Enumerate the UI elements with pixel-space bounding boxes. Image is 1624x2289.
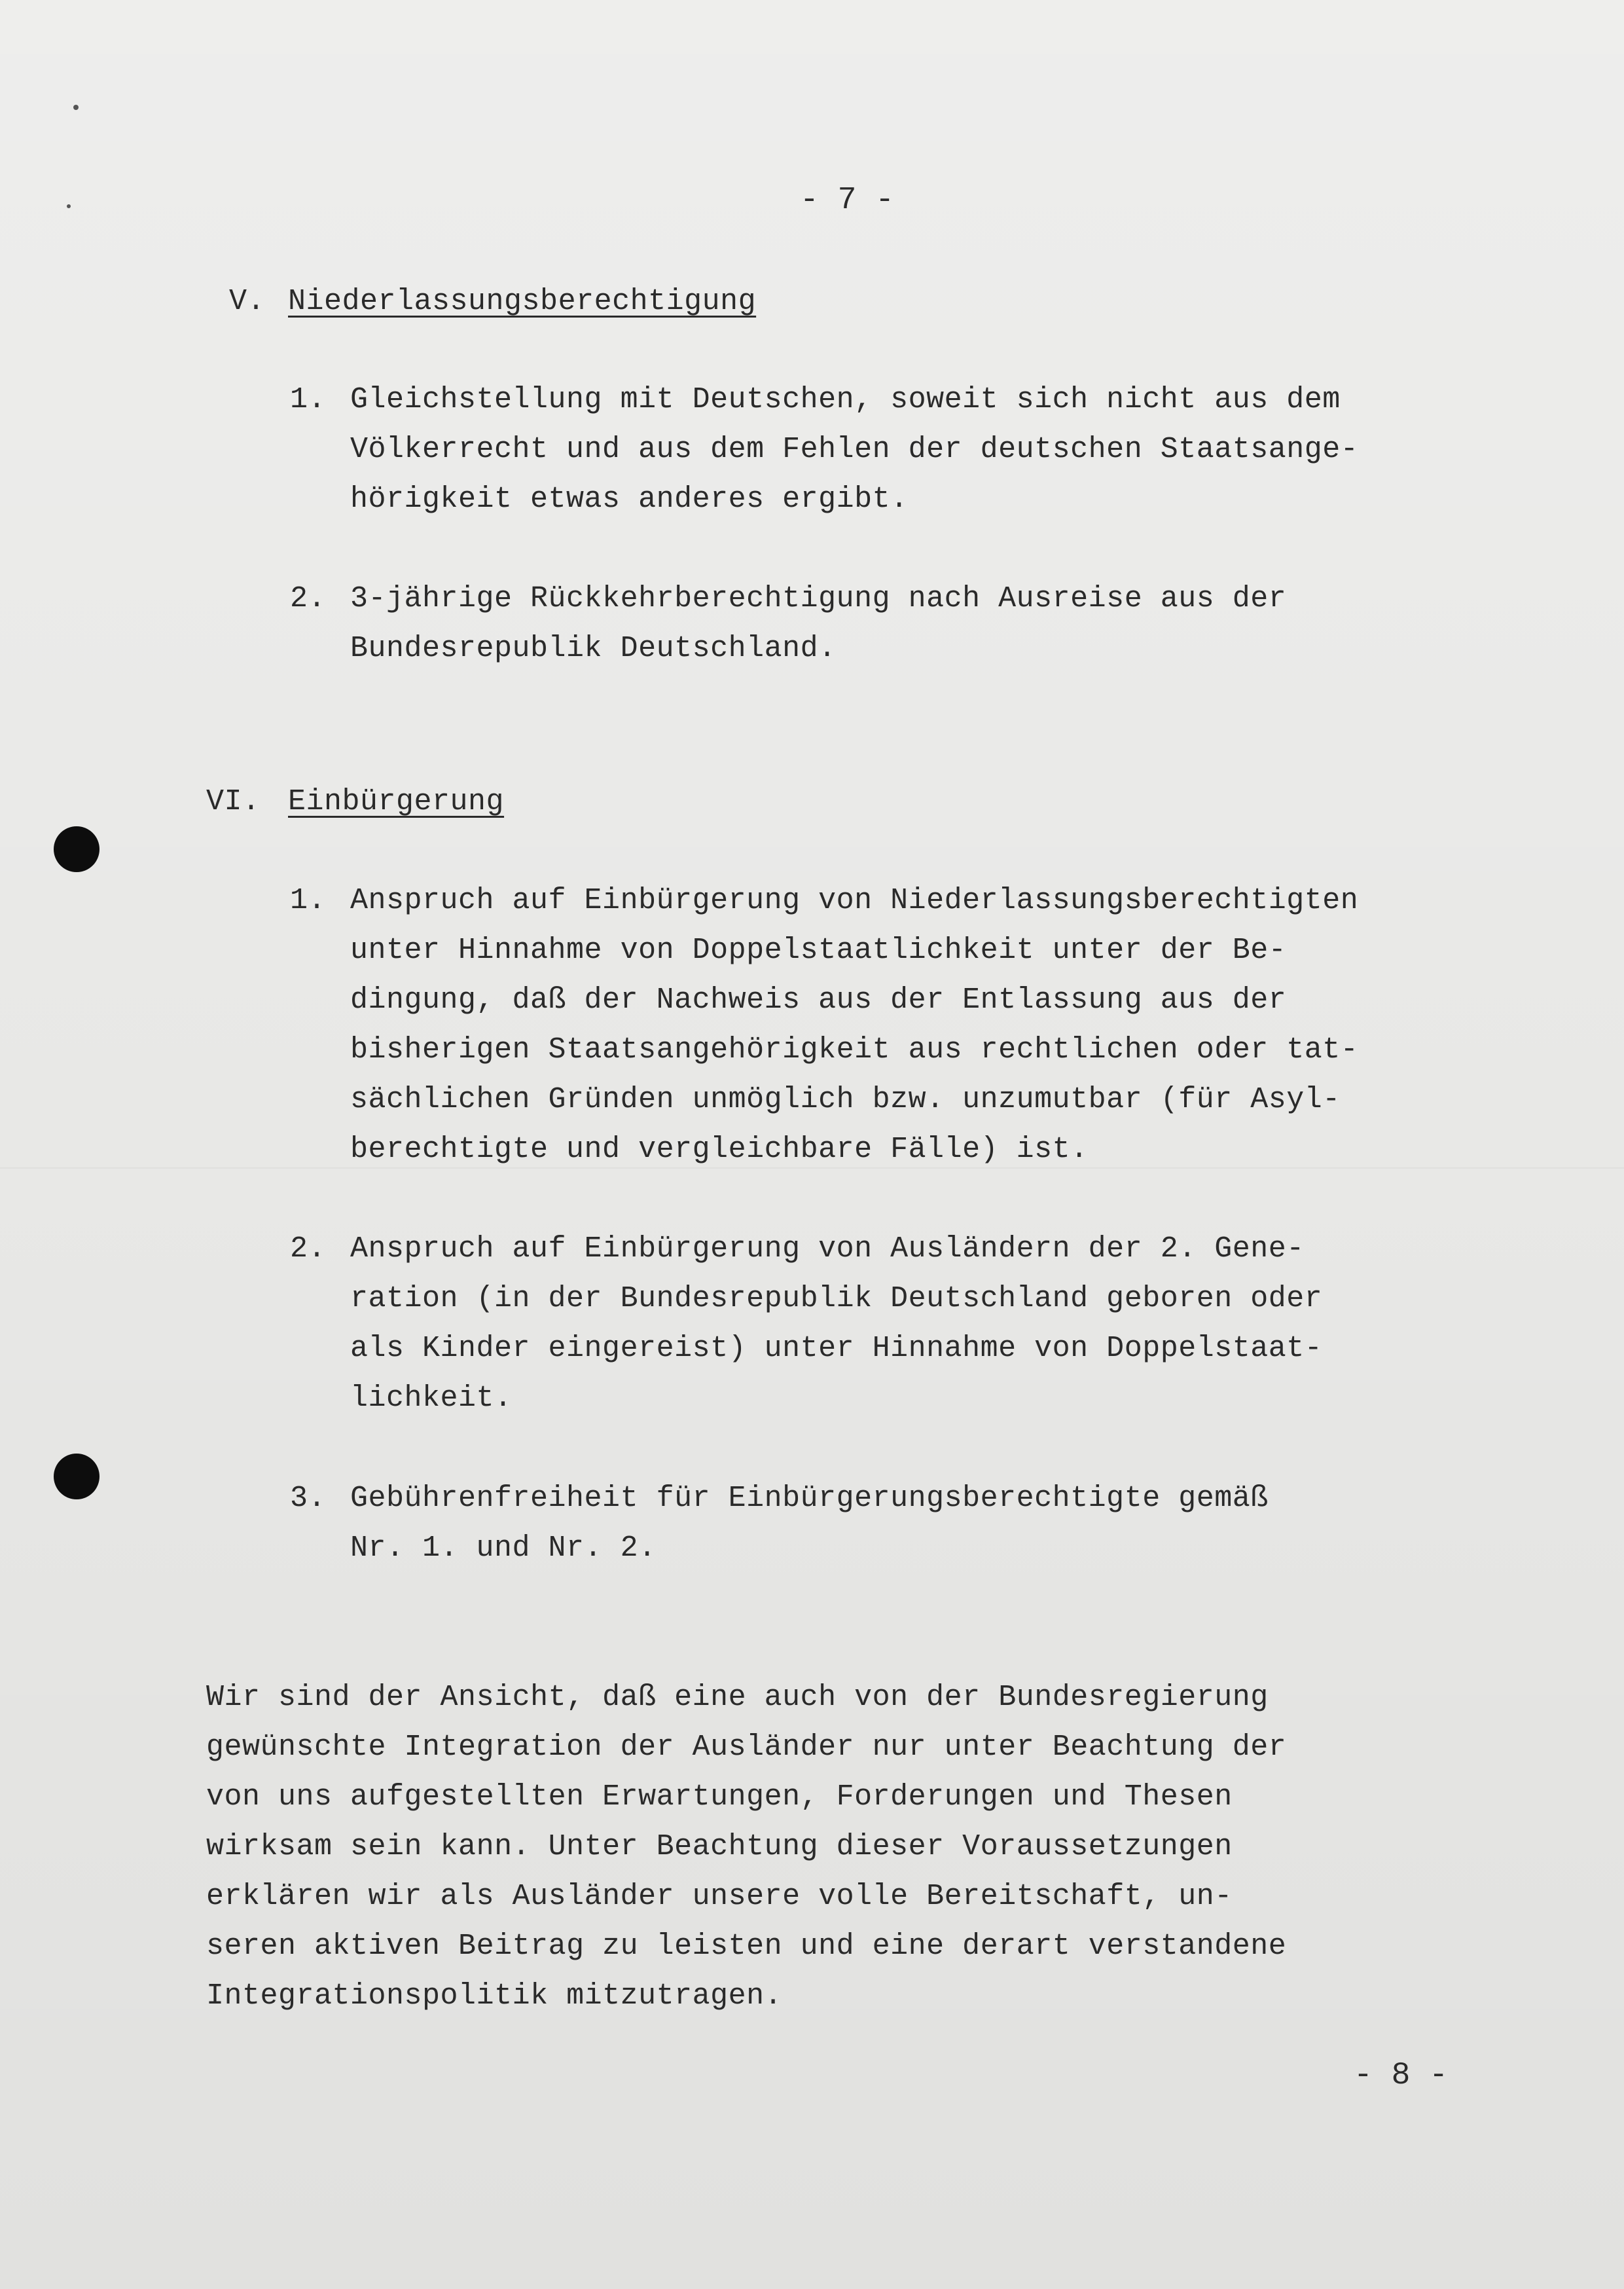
closing-paragraph-line: erklären wir als Ausländer unsere volle Bereitschaft, un- [206, 1880, 1233, 1913]
page-number-bottom: - 8 - [1354, 2058, 1449, 2093]
section-v-item-1-number: 1. [290, 383, 327, 416]
closing-paragraph-line: Integrationspolitik mitzutragen. [206, 1979, 783, 2013]
closing-paragraph-line: von uns aufgestellten Erwartungen, Forderungen und Thesen [206, 1780, 1233, 1814]
section-vi-item-3-line: Nr. 1. und Nr. 2. [350, 1531, 657, 1565]
section-vi-item-2-line: lichkeit. [350, 1382, 513, 1415]
section-vi-item-1-number: 1. [290, 884, 327, 917]
closing-paragraph-line: Wir sind der Ansicht, daß eine auch von der Bundesregierung [206, 1681, 1269, 1714]
page-number-top: - 7 - [800, 183, 895, 218]
section-vi-item-3-number: 3. [290, 1482, 327, 1515]
section-vi-item-3-line: Gebührenfreiheit für Einbürgerungsberechtigte gemäß [350, 1482, 1269, 1515]
section-vi-numeral: VI. [206, 785, 261, 818]
section-vi-item-1-line: Anspruch auf Einbürgerung von Niederlassungsberechtigten [350, 884, 1359, 917]
punch-hole-bottom [54, 1454, 99, 1499]
section-vi-item-2-number: 2. [290, 1232, 327, 1266]
section-vi-item-1-line: dingung, daß der Nachweis aus der Entlassung aus der [350, 983, 1287, 1017]
section-vi-item-2-line: ration (in der Bundesrepublik Deutschland geboren oder [350, 1282, 1323, 1315]
section-v-item-2-number: 2. [290, 582, 327, 615]
closing-paragraph-line: seren aktiven Beitrag zu leisten und eine derart verstandene [206, 1930, 1287, 1963]
closing-paragraph-line: gewünschte Integration der Ausländer nur unter Beachtung der [206, 1730, 1287, 1764]
section-v-item-2-line: 3-jährige Rückkehrberechtigung nach Ausreise aus der [350, 582, 1287, 615]
section-v-item-1-line: hörigkeit etwas anderes ergibt. [350, 483, 909, 516]
section-v-item-2-line: Bundesrepublik Deutschland. [350, 632, 837, 665]
section-vi-item-1-line: bisherigen Staatsangehörigkeit aus rechtlichen oder tat- [350, 1033, 1359, 1067]
section-vi-item-1-line: unter Hinnahme von Doppelstaatlichkeit unter der Be- [350, 934, 1287, 967]
section-vi-item-1-line: sächlichen Gründen unmöglich bzw. unzumutbar (für Asyl- [350, 1083, 1341, 1116]
section-vi-item-1-line: berechtigte und vergleichbare Fälle) ist. [350, 1133, 1089, 1166]
section-v-title: Niederlassungsberechtigung [288, 285, 757, 318]
closing-paragraph-line: wirksam sein kann. Unter Beachtung dieser Voraussetzungen [206, 1830, 1233, 1863]
section-v-item-1-line: Völkerrecht und aus dem Fehlen der deutschen Staatsange- [350, 433, 1359, 466]
section-vi-title: Einbürgerung [288, 785, 505, 818]
paper-speck [73, 105, 79, 110]
section-vi-item-2-line: als Kinder eingereist) unter Hinnahme von Doppelstaat- [350, 1332, 1323, 1365]
section-v-numeral: V. [229, 285, 266, 318]
section-v-item-1-line: Gleichstellung mit Deutschen, soweit sich nicht aus dem [350, 383, 1341, 416]
punch-hole-top [54, 826, 99, 872]
paper-fold [0, 1167, 1624, 1169]
paper-speck [67, 204, 71, 208]
section-vi-item-2-line: Anspruch auf Einbürgerung von Ausländern der 2. Gene- [350, 1232, 1305, 1266]
